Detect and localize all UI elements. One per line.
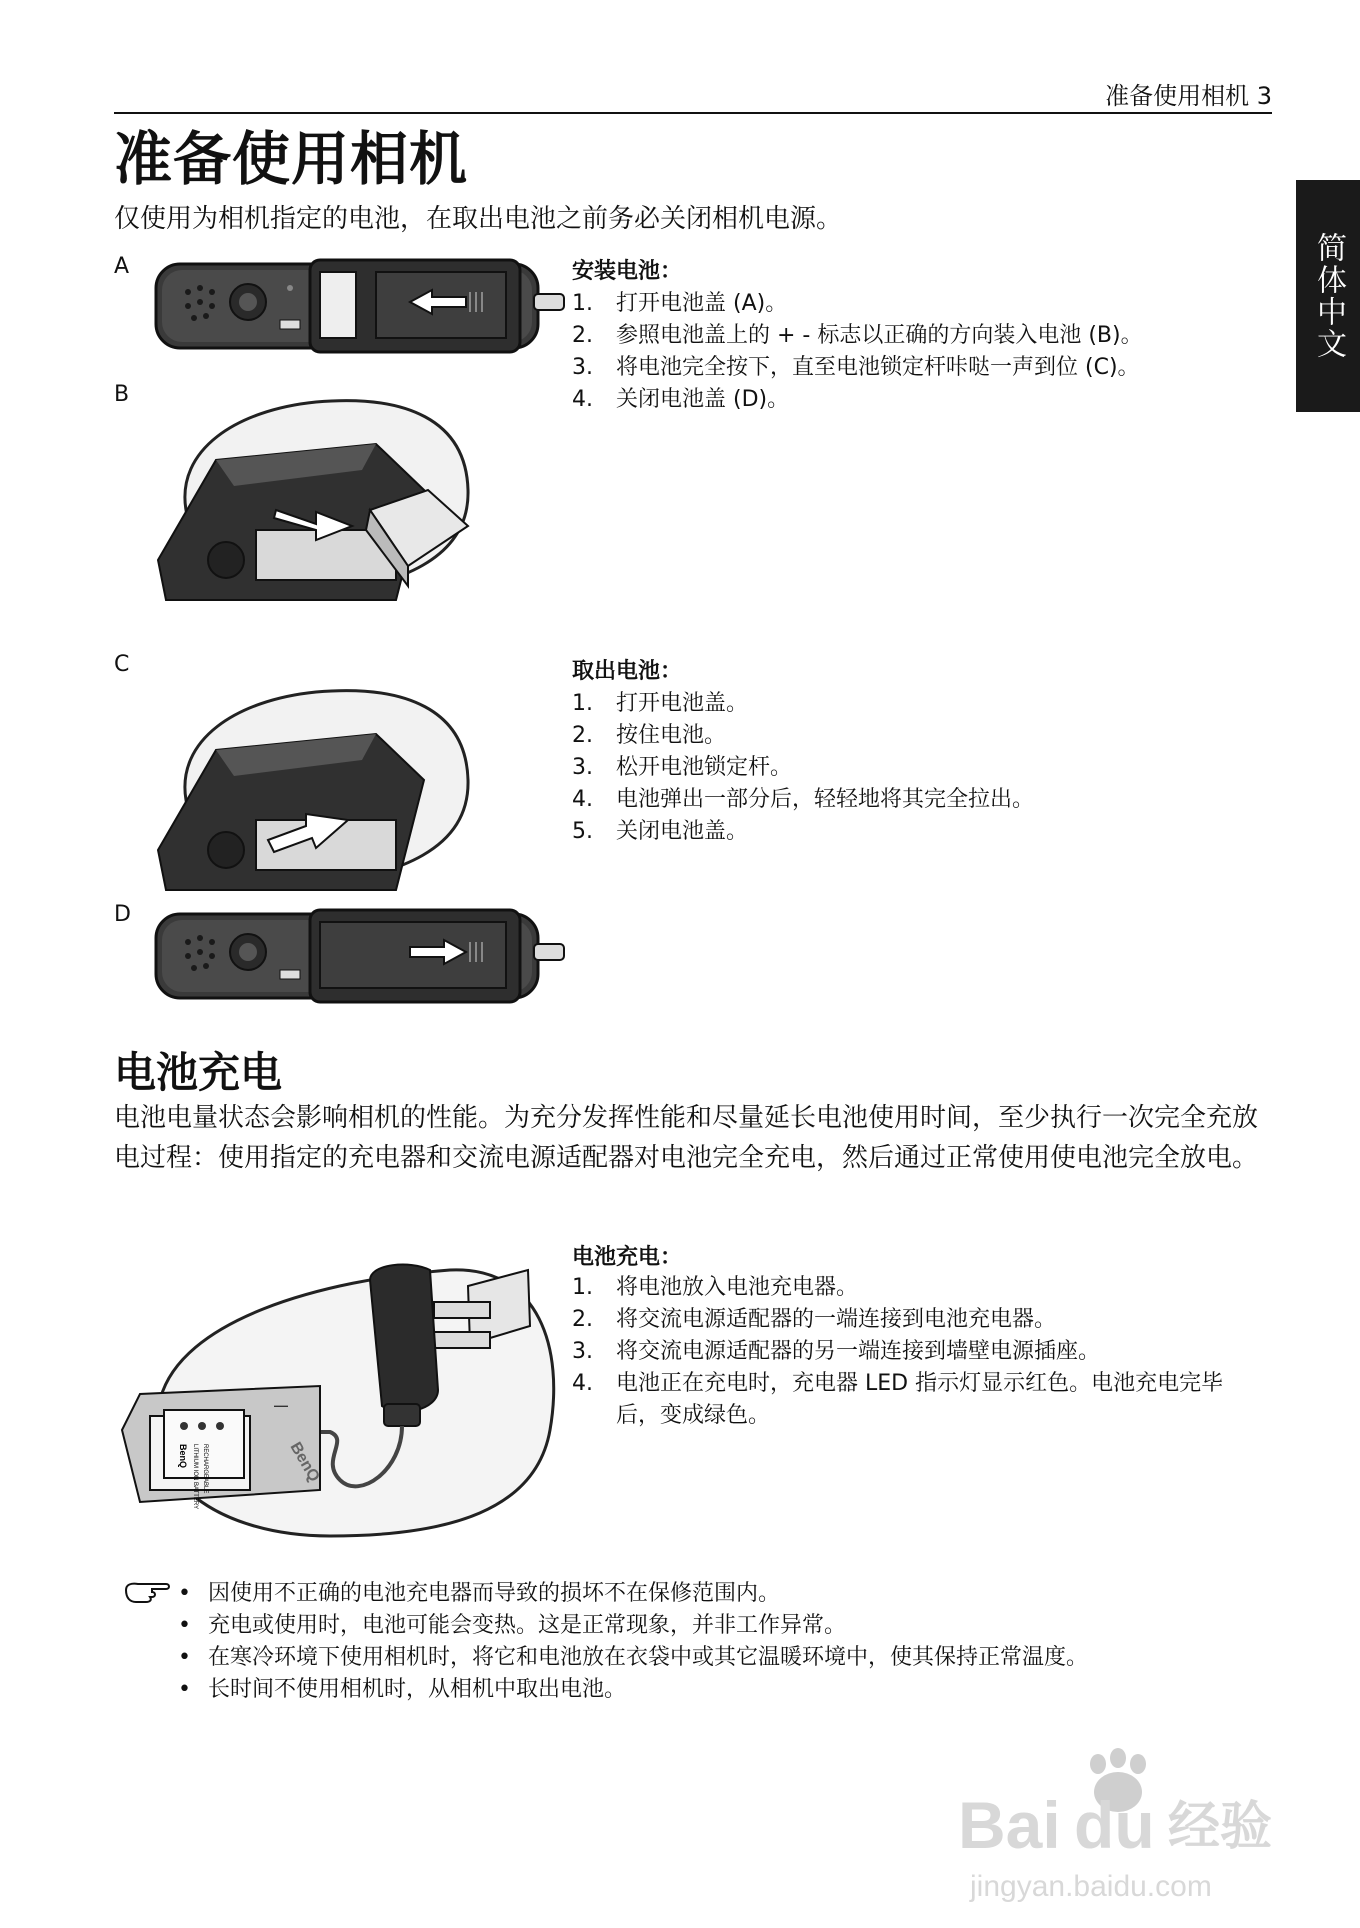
- baidu-jingyan-watermark: [958, 1740, 1288, 1910]
- remove-steps: [572, 688, 1192, 848]
- remove-battery-title: 取出电池：: [572, 659, 683, 684]
- remove-step: 1. 打开电池盖。: [572, 691, 749, 716]
- install-step: 1. 打开电池盖 (A)。: [572, 291, 788, 316]
- language-tab-label: 简体中文: [1311, 232, 1346, 360]
- charging-paragraph: 电池电量状态会影响相机的性能。为充分发挥性能和尽量延长电池使用时间，至少执行一次完全充放电过程：使用指定的充电器和交流电源适配器对电池完全充电，然后通过正常使用使电池完全放电。: [114, 1103, 1259, 1173]
- install-step: 4. 关闭电池盖 (D)。: [572, 387, 790, 412]
- note-item: • 长时间不使用相机时，从相机中取出电池。: [178, 1677, 627, 1702]
- charge-step: 2. 将交流电源适配器的一端连接到电池充电器。: [572, 1307, 1057, 1332]
- note-item: • 因使用不正确的电池充电器而导致的损坏不在保修范围内。: [178, 1581, 781, 1606]
- pointing-hand-icon: [122, 1580, 172, 1606]
- header-rule: [114, 112, 1272, 114]
- watermark-url: jingyan.baidu.com: [970, 1870, 1212, 1903]
- remove-step: 4. 电池弹出一部分后，轻轻地将其完全拉出。: [572, 787, 1035, 812]
- charge-battery-title: 电池充电：: [572, 1245, 683, 1270]
- language-tab: [1296, 180, 1360, 412]
- page-title: 准备使用相机: [114, 125, 469, 193]
- note-item: • 充电或使用时，电池可能会变热。这是正常现象，并非工作异常。: [178, 1613, 847, 1638]
- charge-step: 1. 将电池放入电池充电器。: [572, 1275, 859, 1300]
- figure-label-d: D: [114, 902, 131, 927]
- charge-steps: [572, 1272, 1248, 1432]
- install-step: 3. 将电池完全按下，直至电池锁定杆咔哒一声到位 (C)。: [572, 355, 1140, 380]
- running-header: 准备使用相机 3: [1105, 82, 1272, 110]
- insert-battery-illustration: [156, 390, 474, 606]
- remove-step: 2. 按住电池。: [572, 723, 727, 748]
- remove-battery-illustration: [156, 680, 474, 896]
- charging-heading: 电池充电: [114, 1048, 283, 1097]
- remove-step: 5. 关闭电池盖。: [572, 819, 749, 844]
- charger-brand: BenQ: [286, 1439, 323, 1485]
- camera-bottom-cover-open-illustration: [148, 258, 568, 364]
- charge-step: 3. 将交流电源适配器的另一端连接到墙壁电源插座。: [572, 1339, 1101, 1364]
- remove-step: 3. 松开电池锁定杆。: [572, 755, 793, 780]
- camera-bottom-cover-closed-illustration: [148, 908, 568, 1014]
- charger-minus-mark: —: [274, 1397, 288, 1413]
- install-step: 2. 参照电池盖上的 + - 标志以正确的方向装入电池 (B)。: [572, 323, 1143, 348]
- notes-list: [178, 1578, 1278, 1706]
- battery-rechargeable: RECHARGEABLE: [202, 1444, 208, 1494]
- watermark-logo-du: du: [1074, 1788, 1155, 1862]
- watermark-logo-bai: Bai: [958, 1788, 1061, 1862]
- charge-step: 4. 电池正在充电时，充电器 LED 指示灯显示红色。电池充电完毕后，变成绿色。: [572, 1371, 1224, 1428]
- watermark-jingyan: 经验: [1168, 1797, 1273, 1857]
- figure-label-a: A: [114, 254, 130, 279]
- intro-text: 仅使用为相机指定的电池，在取出电池之前务必关闭相机电源。: [114, 204, 843, 234]
- install-battery-title: 安装电池：: [572, 259, 683, 284]
- battery-charger-illustration: [120, 1240, 566, 1540]
- install-steps: [572, 288, 1292, 416]
- battery-type: LITHIUM ION BATTERY: [192, 1444, 198, 1510]
- note-item: • 在寒冷环境下使用相机时，将它和电池放在衣袋中或其它温暖环境中，使其保持正常温度。: [178, 1645, 1089, 1670]
- figure-label-c: C: [114, 652, 130, 677]
- battery-brand: BenQ: [178, 1444, 188, 1469]
- figure-label-b: B: [114, 382, 130, 407]
